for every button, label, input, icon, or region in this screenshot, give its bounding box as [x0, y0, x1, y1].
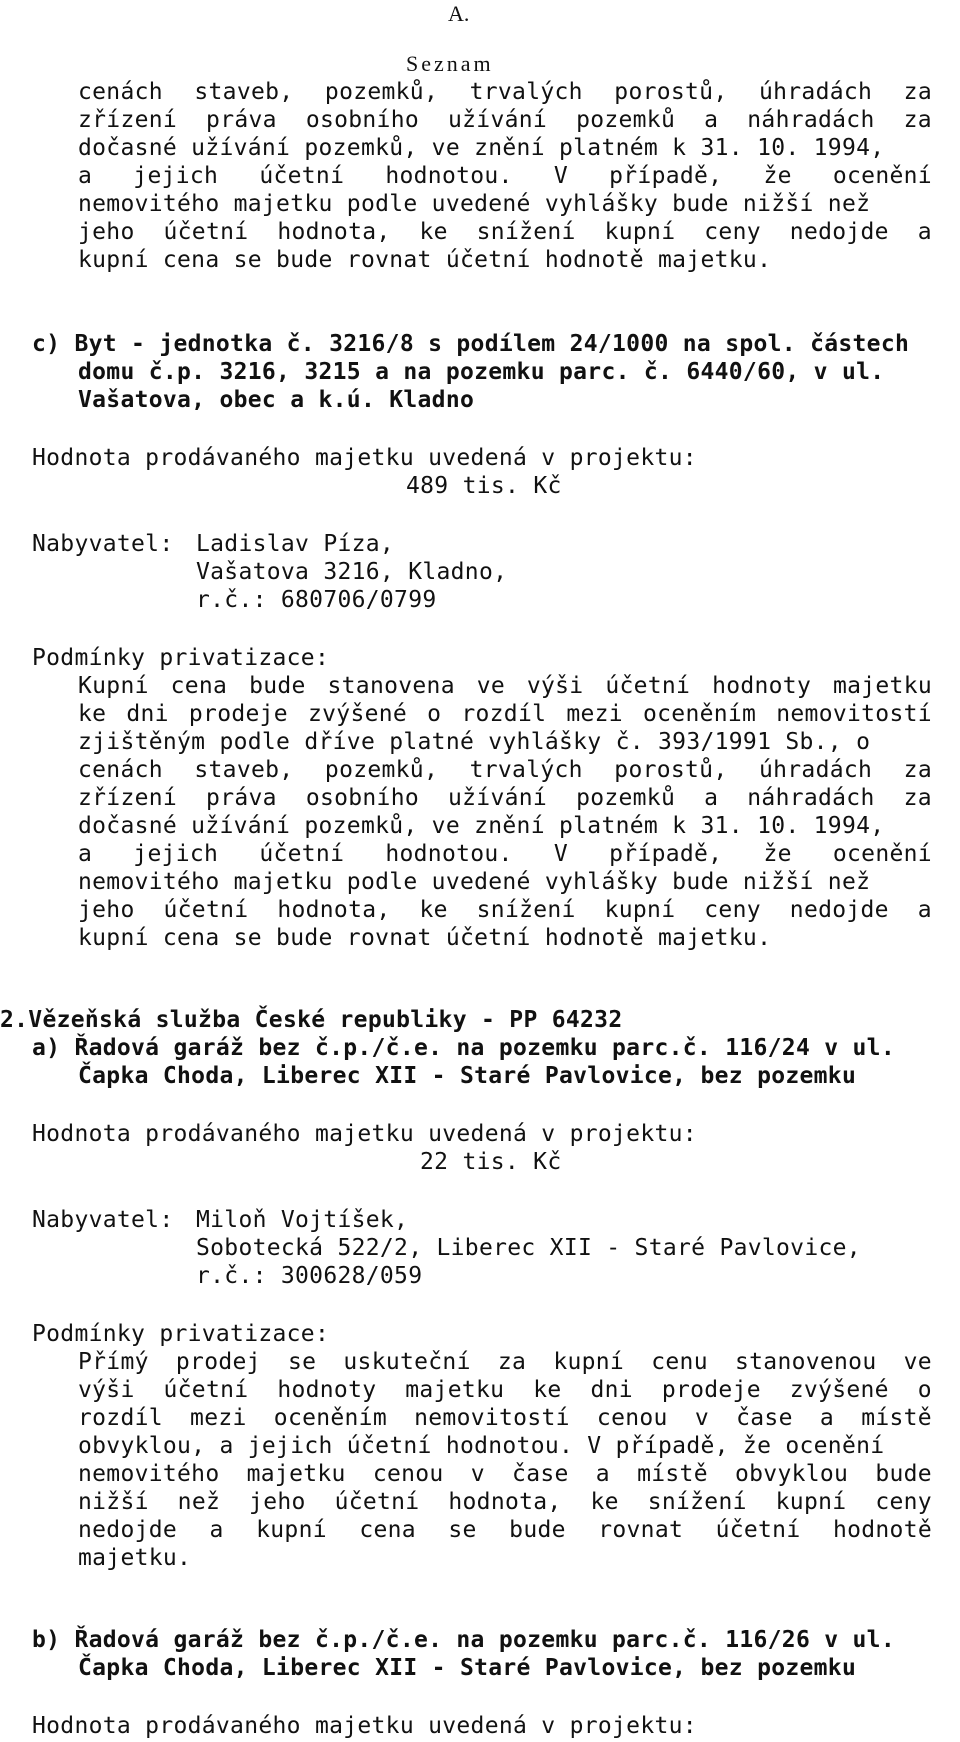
text-line: zřízení práva osobního užívání pozemků a náhradách za — [78, 785, 932, 811]
acquirer-address: Vašatova 3216, Kladno, — [196, 559, 508, 585]
value-amount: 22 tis. Kč — [420, 1149, 562, 1175]
text-line: obvyklou, a jejich účetní hodnotou. V případě, že ocenění — [78, 1433, 885, 1459]
item-heading: c) Byt - jednotka č. 3216/8 s podílem 24/1000 na spol. částech — [32, 331, 910, 357]
acquirer-address: Sobotecká 522/2, Liberec XII - Staré Pavlovice, — [196, 1235, 861, 1261]
acquirer-label: Nabyvatel: — [32, 1207, 174, 1233]
value-label: Hodnota prodávaného majetku uvedená v projektu: — [32, 445, 697, 471]
text-line: jeho účetní hodnota, ke snížení kupní ceny nedojde a — [78, 219, 932, 245]
text-line: majetku. — [78, 1545, 192, 1571]
value-amount: 489 tis. Kč — [406, 473, 562, 499]
list-title: Seznam — [406, 51, 494, 76]
item-heading: a) Řadová garáž bez č.p./č.e. na pozemku parc.č. 116/24 v ul. — [32, 1035, 895, 1061]
text-line: a jejich účetní hodnotou. V případě, že ocenění — [78, 841, 932, 867]
text-line: cenách staveb, pozemků, trvalých porostů, úhradách za — [78, 79, 932, 105]
item-heading: domu č.p. 3216, 3215 a na pozemku parc. č. 6440/60, v ul. — [78, 359, 885, 385]
text-line: dočasné užívání pozemků, ve znění platném k 31. 10. 1994, — [78, 135, 885, 161]
text-line: jeho účetní hodnota, ke snížení kupní ceny nedojde a — [78, 897, 932, 923]
text-line: kupní cena se bude rovnat účetní hodnotě majetku. — [78, 925, 772, 951]
acquirer-name: Ladislav Píza, — [196, 531, 395, 557]
item-heading: Čapka Choda, Liberec XII - Staré Pavlovice, bez pozemku — [78, 1063, 857, 1089]
text-line: nemovitého majetku cenou v čase a místě obvyklou bude — [78, 1461, 932, 1487]
text-line: dočasné užívání pozemků, ve znění platném k 31. 10. 1994, — [78, 813, 885, 839]
text-line: nemovitého majetku podle uvedené vyhlášky bude nižší než — [78, 869, 871, 895]
acquirer-name: Miloň Vojtíšek, — [196, 1207, 409, 1233]
acquirer-id: r.č.: 680706/0799 — [196, 587, 437, 613]
text-line: zřízení práva osobního užívání pozemků a náhradách za — [78, 107, 932, 133]
text-line: rozdíl mezi oceněním nemovitostí cenou v čase a místě — [78, 1405, 932, 1431]
text-line: Přímý prodej se uskuteční za kupní cenu stanovenou ve — [78, 1349, 932, 1375]
section-heading: 2.Vězeňská služba České republiky - PP 64232 — [0, 1007, 623, 1033]
value-label: Hodnota prodávaného majetku uvedená v projektu: — [32, 1121, 697, 1147]
text-line: zjištěným podle dříve platné vyhlášky č. 393/1991 Sb., o — [78, 729, 871, 755]
item-heading: Vašatova, obec a k.ú. Kladno — [78, 387, 475, 413]
value-label: Hodnota prodávaného majetku uvedená v projektu: — [32, 1713, 697, 1739]
text-line: nedojde a kupní cena se bude rovnat účetní hodnotě — [78, 1517, 932, 1543]
text-line: kupní cena se bude rovnat účetní hodnotě majetku. — [78, 247, 772, 273]
text-line: a jejich účetní hodnotou. V případě, že ocenění — [78, 163, 932, 189]
text-line: Kupní cena bude stanovena ve výši účetní hodnoty majetku — [78, 673, 932, 699]
item-heading: b) Řadová garáž bez č.p./č.e. na pozemku parc.č. 116/26 v ul. — [32, 1627, 895, 1653]
item-heading: Čapka Choda, Liberec XII - Staré Pavlovice, bez pozemku — [78, 1655, 857, 1681]
conditions-label: Podmínky privatizace: — [32, 1321, 330, 1347]
page-letter: A. — [448, 1, 470, 26]
text-line: nižší než jeho účetní hodnota, ke snížení kupní ceny — [78, 1489, 932, 1515]
text-line: cenách staveb, pozemků, trvalých porostů, úhradách za — [78, 757, 932, 783]
acquirer-id: r.č.: 300628/059 — [196, 1263, 423, 1289]
acquirer-label: Nabyvatel: — [32, 531, 174, 557]
text-line: ke dni prodeje zvýšené o rozdíl mezi oceněním nemovitostí — [78, 701, 932, 727]
text-line: nemovitého majetku podle uvedené vyhlášky bude nižší než — [78, 191, 871, 217]
text-line: výši účetní hodnoty majetku ke dni prodeje zvýšené o — [78, 1377, 932, 1403]
conditions-label: Podmínky privatizace: — [32, 645, 330, 671]
